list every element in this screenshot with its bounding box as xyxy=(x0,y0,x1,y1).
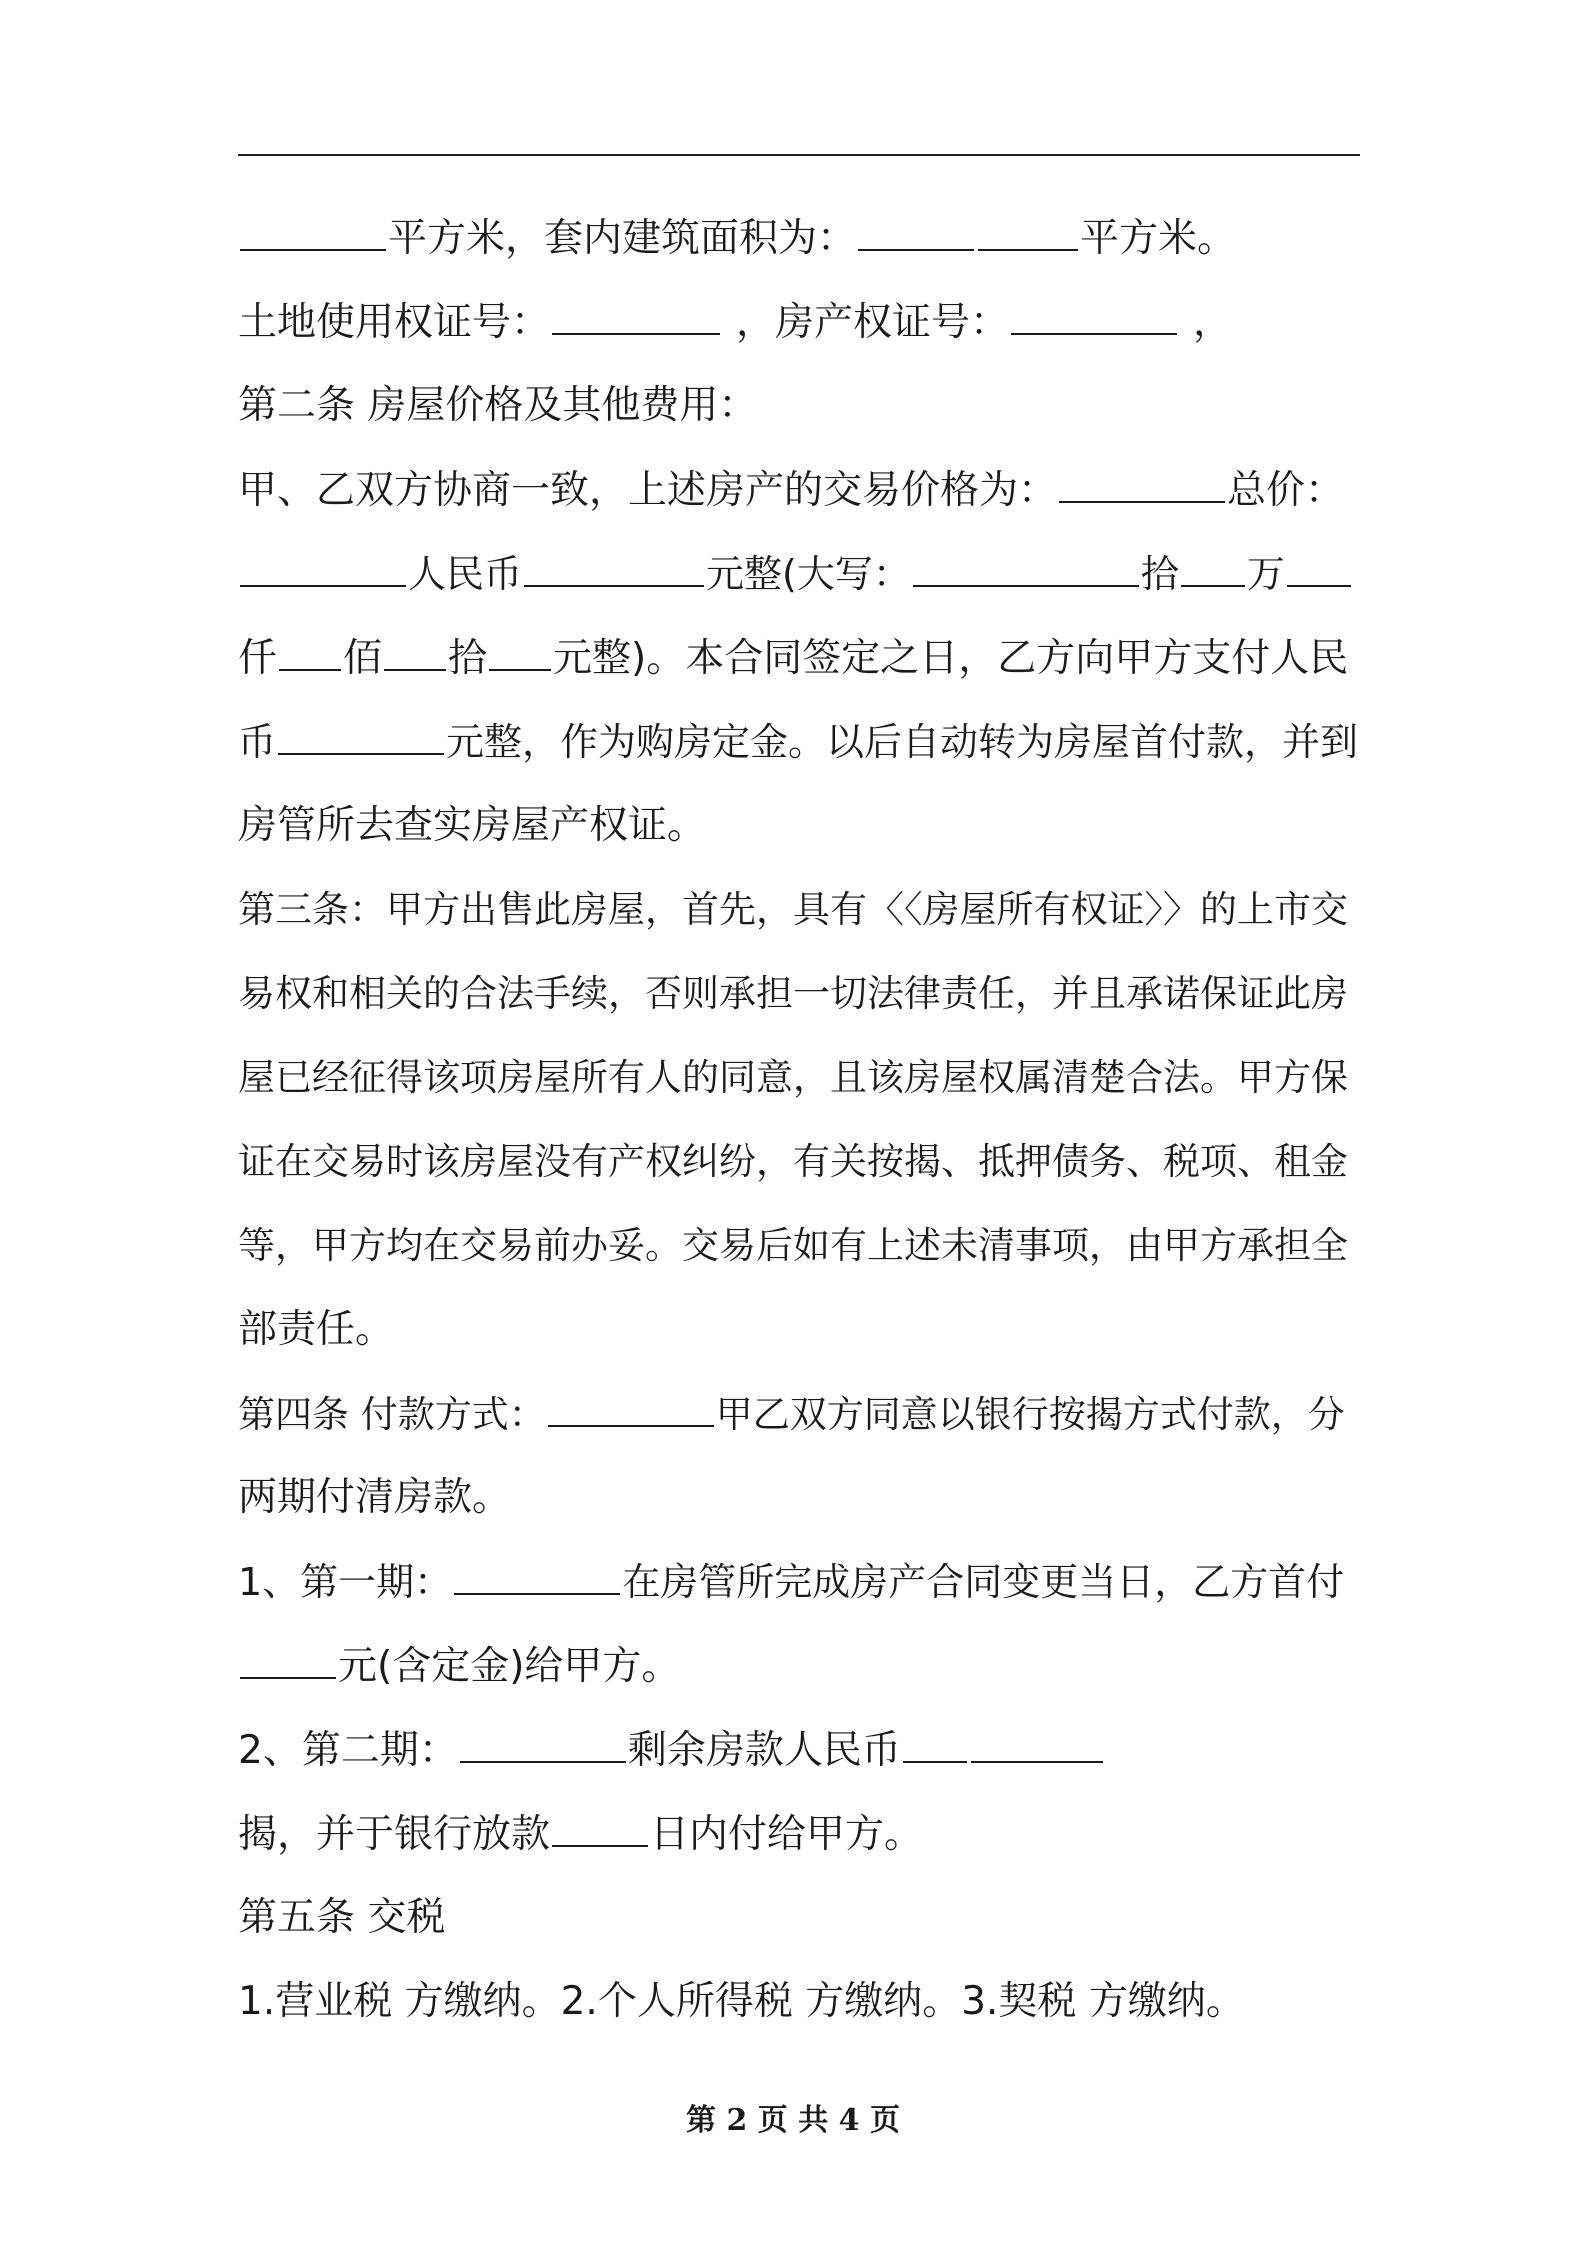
text-segment: 仟 xyxy=(238,636,278,681)
text-line xyxy=(238,709,1360,793)
article-heading xyxy=(238,1885,1360,1969)
blank-field xyxy=(279,625,341,671)
text-segment: 拾 xyxy=(448,636,488,681)
text-segment: 第二条 房屋价格及其他费用： xyxy=(238,383,758,428)
text-line xyxy=(238,1465,1360,1549)
text-segment: ，房产权证号： xyxy=(736,300,1010,345)
text-segment: 土地使用权证号： xyxy=(238,300,551,345)
blank-field xyxy=(552,289,720,335)
text-segment: 元(含定金)给甲方。 xyxy=(338,1644,681,1689)
text-segment: 证在交易时该房屋没有产权纠纷，有关按揭、抵押债务、税项、租金 xyxy=(238,1140,1348,1183)
text-line xyxy=(238,457,1360,541)
text-line xyxy=(238,1801,1360,1885)
article-heading xyxy=(238,1381,1360,1465)
blank-field xyxy=(460,1717,626,1763)
page-number: 第 2 页 共 4 页 xyxy=(686,2103,900,2138)
blank-field xyxy=(240,541,406,587)
text-line xyxy=(238,1213,1360,1297)
text-segment: 易权和相关的合法手续，否则承担一切法律责任，并且承诺保证此房 xyxy=(238,972,1348,1015)
text-line xyxy=(238,961,1360,1045)
text-segment: 币 xyxy=(238,720,277,764)
text-segment: 拾 xyxy=(1140,552,1179,596)
text-segment: 屋已经征得该项房屋所有人的同意，且该房屋权属清楚合法。甲方保 xyxy=(238,1056,1348,1099)
blank-field xyxy=(858,205,974,251)
blank-field xyxy=(552,1801,648,1847)
text-line xyxy=(238,1969,1360,2053)
document-body xyxy=(238,205,1360,2053)
text-segment: 揭，并于银行放款 xyxy=(238,1812,551,1857)
text-line xyxy=(238,289,1360,373)
blank-field xyxy=(1287,541,1351,587)
blank-field xyxy=(454,1549,620,1595)
text-segment: 第三条：甲方出售此房屋，首先，具有〈〈房屋所有权证〉〉的上市交 xyxy=(238,888,1348,931)
text-line xyxy=(238,205,1360,289)
article-heading xyxy=(238,373,1360,457)
text-line xyxy=(238,541,1360,625)
text-segment: 总价： xyxy=(1227,468,1345,513)
text-segment: 第四条 付款方式： xyxy=(238,1393,546,1436)
text-segment: 部责任。 xyxy=(238,1307,395,1352)
blank-field xyxy=(384,625,446,671)
text-segment: 万 xyxy=(1246,552,1285,596)
text-line xyxy=(238,1297,1360,1381)
text-segment: 在房管所完成房产合同变更当日，乙方首付 xyxy=(622,1560,1345,1604)
text-segment: 2、第二期： xyxy=(238,1728,458,1773)
blank-field xyxy=(913,541,1139,587)
text-segment: 两期付清房款。 xyxy=(238,1475,512,1520)
text-segment: 1、第一期： xyxy=(238,1560,453,1604)
blank-field xyxy=(978,205,1078,251)
blank-field xyxy=(1181,541,1245,587)
text-segment: 1.营业税 方缴纳。2.个人所得税 方缴纳。3.契税 方缴纳。 xyxy=(238,1979,1245,2024)
blank-field xyxy=(1011,289,1177,335)
text-segment: 人民币 xyxy=(408,552,523,596)
text-segment: ， xyxy=(1193,300,1233,345)
text-line xyxy=(238,877,1360,961)
text-line xyxy=(238,1633,1360,1717)
text-line xyxy=(238,793,1360,877)
text-line xyxy=(238,625,1360,709)
text-segment: 剩余房款人民币 xyxy=(627,1728,901,1773)
text-line xyxy=(238,1717,1360,1801)
text-segment: 元整)。本合同签定之日，乙方向甲方支付人民 xyxy=(553,636,1349,681)
text-segment: 第五条 交税 xyxy=(238,1895,446,1940)
blank-field xyxy=(240,205,386,251)
blank-field xyxy=(971,1717,1103,1763)
text-segment: 甲、乙双方协商一致，上述房产的交易价格为： xyxy=(238,468,1058,513)
text-segment: 房管所去查实房屋产权证。 xyxy=(238,803,707,848)
text-segment: 平方米。 xyxy=(1080,216,1237,261)
blank-field xyxy=(1059,457,1225,503)
text-segment: 平方米，套内建筑面积为： xyxy=(388,216,857,261)
text-line xyxy=(238,1045,1360,1129)
text-segment: 佰 xyxy=(343,636,383,681)
blank-field xyxy=(240,1633,336,1679)
blank-field xyxy=(489,625,551,671)
header-rule xyxy=(238,154,1360,156)
text-segment: 日内付给甲方。 xyxy=(650,1812,924,1857)
blank-field xyxy=(278,709,444,755)
text-segment: 等，甲方均在交易前办妥。交易后如有上述未清事项，由甲方承担全 xyxy=(238,1224,1348,1267)
text-segment: 甲乙双方同意以银行按揭方式付款，分 xyxy=(715,1393,1345,1436)
text-line xyxy=(238,1549,1360,1633)
text-segment: 元整(大写： xyxy=(706,552,911,596)
blank-field xyxy=(903,1717,967,1763)
text-segment: 元整，作为购房定金。以后自动转为房屋首付款，并到 xyxy=(446,720,1359,764)
blank-field xyxy=(524,541,704,587)
blank-field xyxy=(548,1381,714,1427)
text-line xyxy=(238,1129,1360,1213)
